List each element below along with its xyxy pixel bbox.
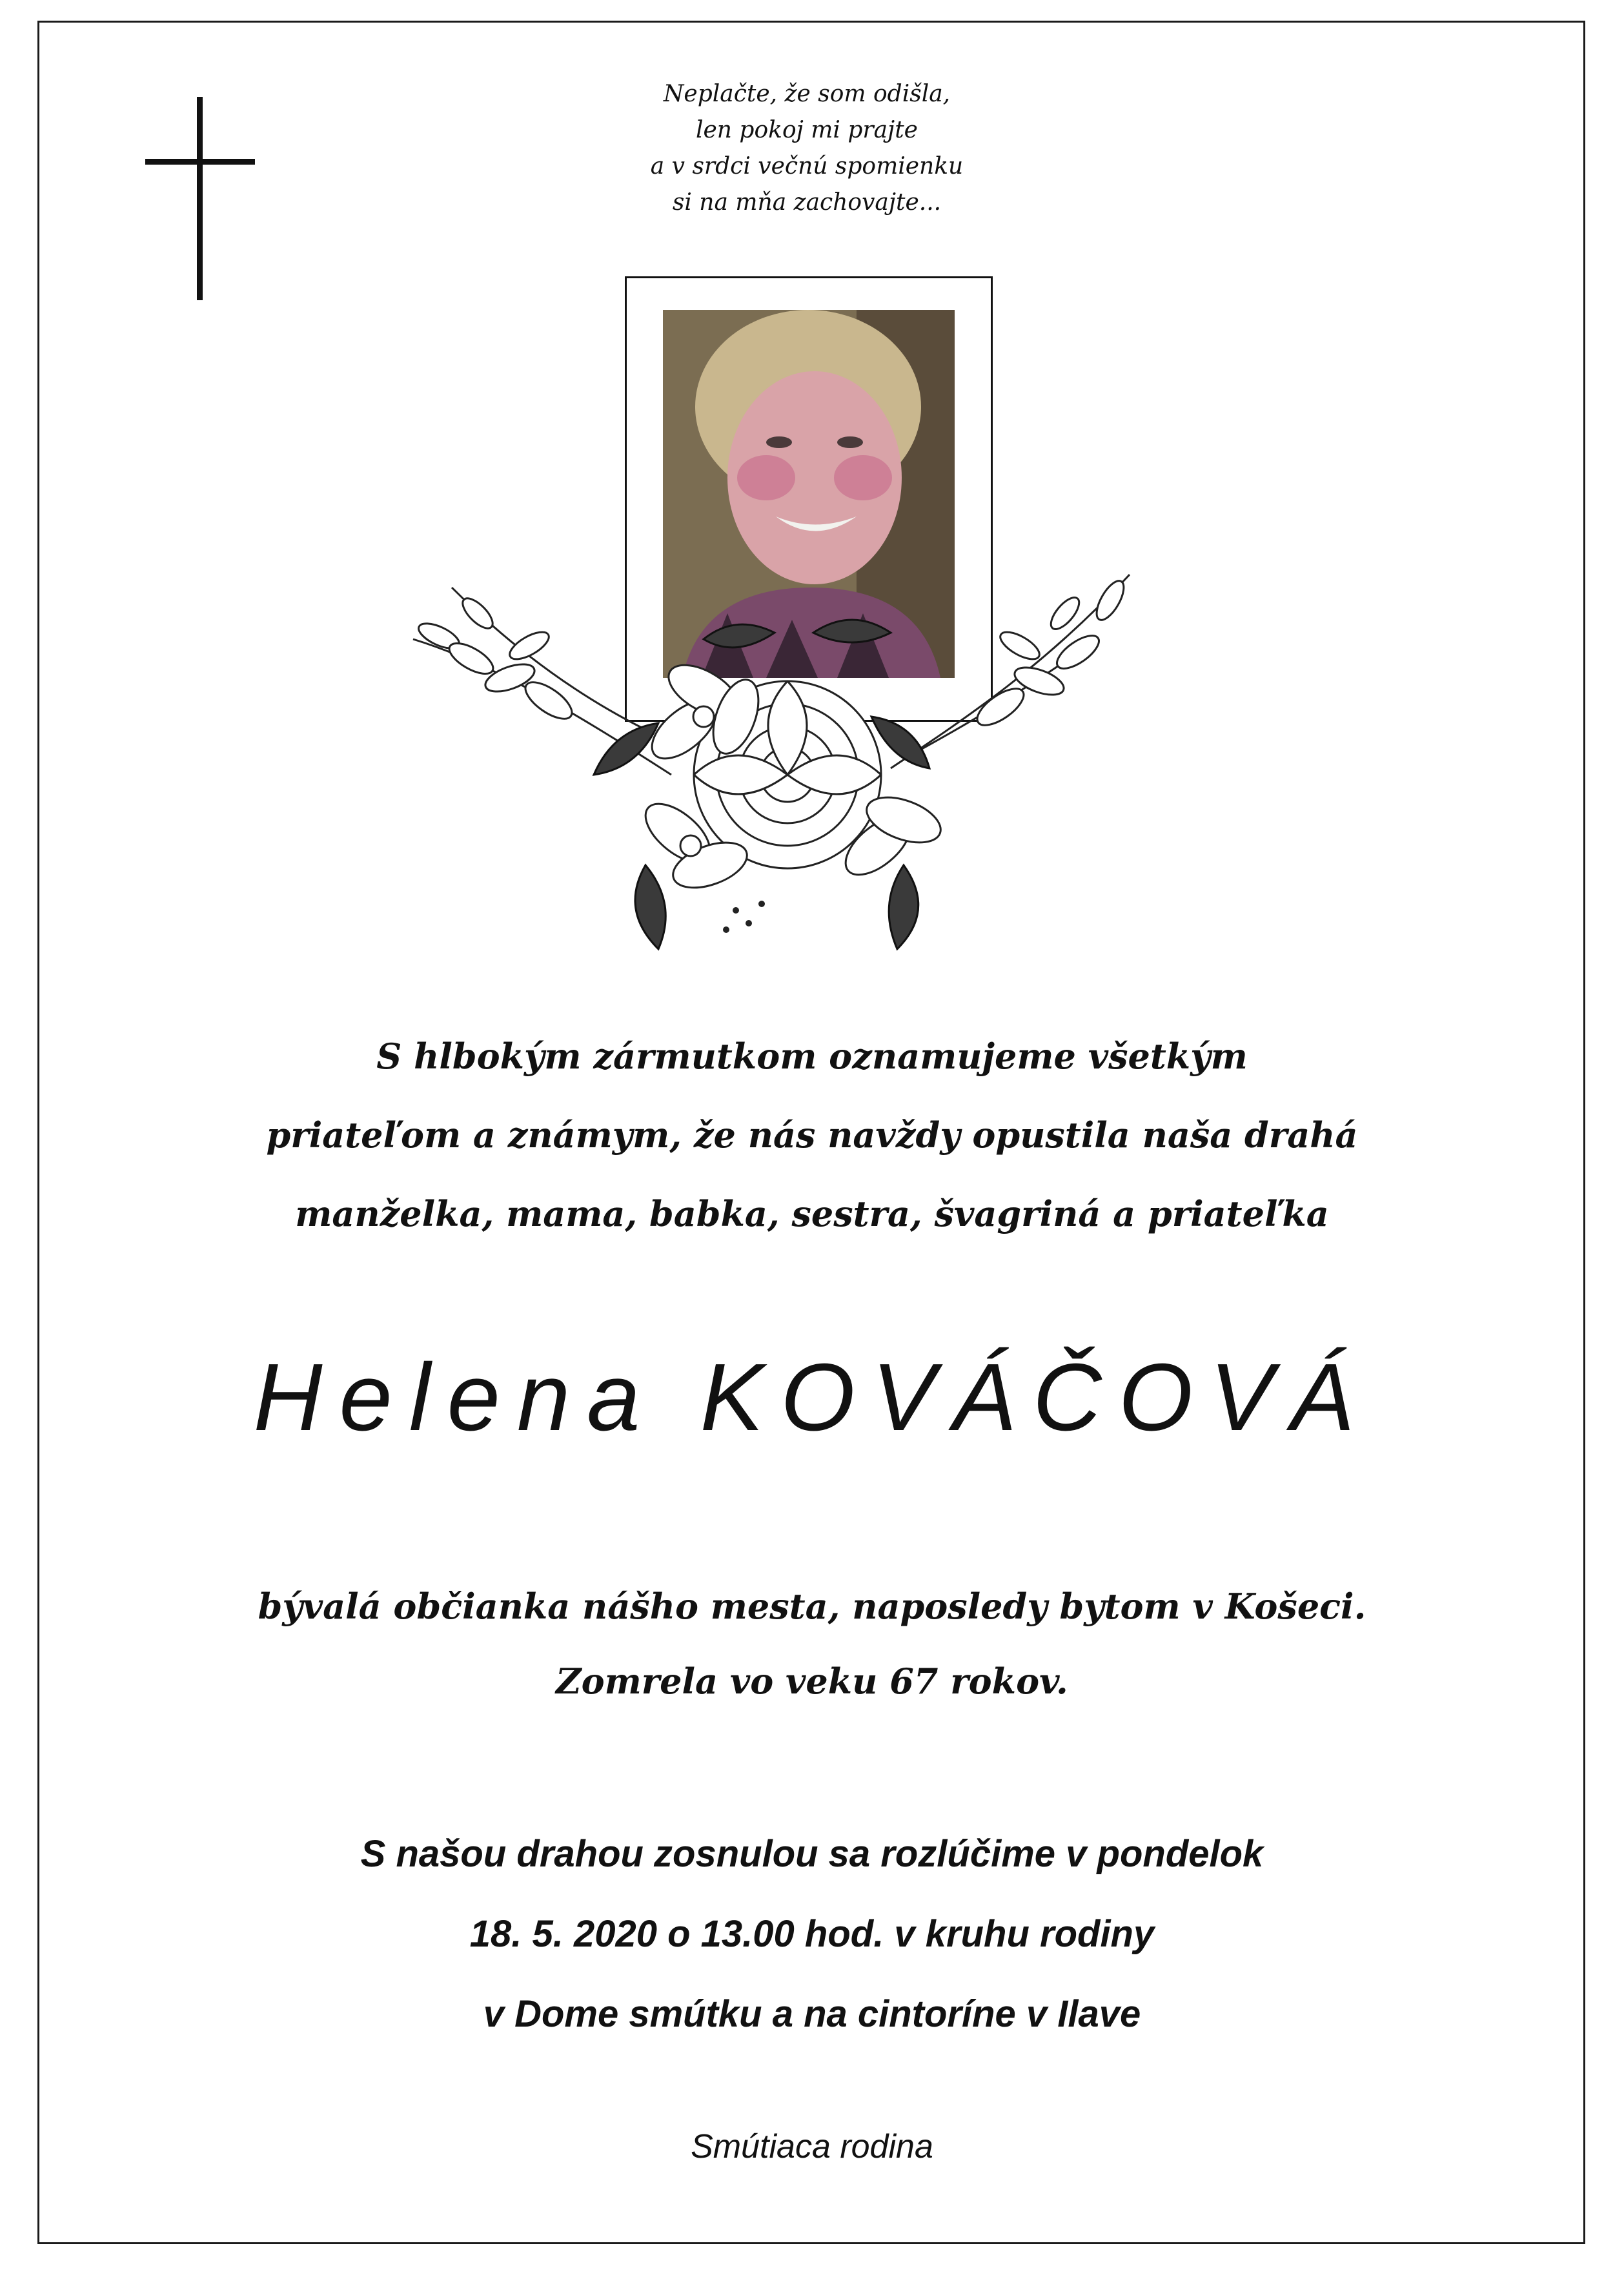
poem-line: Neplačte, že som odišla, (663, 81, 951, 107)
poem-line: a v srdci večnú spomienku (650, 153, 964, 179)
poem-line: len pokoj mi prajte (695, 117, 918, 143)
funeral-line: 18. 5. 2020 o 13.00 hod. v kruhu rodiny (469, 1913, 1155, 1955)
funeral-details (129, 1814, 1495, 2054)
announcement-text (129, 1017, 1495, 1253)
biography-line: bývalá občianka nášho mesta, naposledy bytom v Košeci. (258, 1586, 1366, 1627)
floral-ornament (400, 562, 1142, 975)
biography-text (129, 1569, 1495, 1719)
funeral-line: S našou drahou zosnulou sa rozlúčime v pondelok (360, 1833, 1264, 1875)
cross-icon (145, 97, 255, 300)
floral-ornament-icon (400, 562, 1142, 975)
signature: Smútiaca rodina (691, 2128, 933, 2165)
announcement-line: priateľom a známym, že nás navždy opustila naša drahá (266, 1114, 1358, 1156)
biography-line: Zomrela vo veku 67 rokov. (556, 1661, 1068, 1702)
poem-line: si na mňa zachovajte... (672, 189, 942, 216)
announcement-line: S hlbokým zármutkom oznamujeme všetkým (376, 1036, 1248, 1077)
poem (516, 76, 1097, 221)
deceased-name: Helena KOVÁČOVÁ (253, 1344, 1371, 1451)
funeral-line: v Dome smútku a na cintoríne v Ilave (483, 1993, 1141, 2035)
announcement-line: manželka, mama, babka, sestra, švagriná a priateľka (295, 1193, 1329, 1234)
